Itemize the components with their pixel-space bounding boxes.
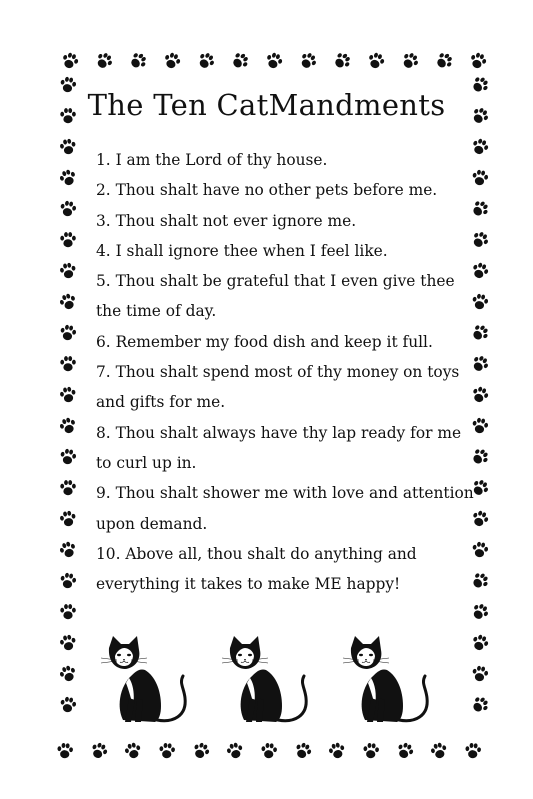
commandment-line: 2. Thou shalt have no other pets before me. <box>96 181 438 200</box>
paw-print-icon <box>58 261 78 281</box>
paw-print-icon <box>94 51 114 71</box>
paw-print-icon <box>58 385 78 405</box>
paw-print-icon <box>58 137 78 157</box>
paw-print-icon <box>58 354 78 374</box>
paw-print-icon <box>191 741 211 761</box>
paw-print-icon <box>58 633 78 653</box>
paw-print-icon <box>58 292 78 312</box>
paw-print-icon <box>463 741 483 761</box>
paw-print-icon <box>332 51 352 71</box>
paw-print-icon <box>366 51 386 71</box>
commandment-line: 9. Thou shalt shower me with love and attention <box>96 484 474 503</box>
sitting-cat-icon <box>216 628 326 728</box>
paw-print-icon <box>470 664 490 684</box>
paw-print-icon <box>58 695 78 715</box>
commandment-line: 4. I shall ignore thee when I feel like. <box>96 241 388 260</box>
paw-print-icon <box>162 51 182 71</box>
paw-print-icon <box>89 741 109 761</box>
paw-print-icon <box>293 741 313 761</box>
commandment-line: 5. Thou shalt be grateful that I even give thee <box>96 272 455 291</box>
paw-print-icon <box>58 168 78 188</box>
paw-print-icon <box>470 695 490 715</box>
paw-print-icon <box>58 509 78 529</box>
commandment-line: 3. Thou shalt not ever ignore me. <box>96 211 357 230</box>
paw-print-icon <box>58 478 78 498</box>
paw-print-icon <box>264 51 284 71</box>
paw-print-icon <box>434 51 454 71</box>
paw-print-icon <box>58 664 78 684</box>
paw-print-icon <box>58 416 78 436</box>
commandment-line: the time of day. <box>96 302 217 321</box>
paw-print-icon <box>230 51 250 71</box>
sitting-cat-icon <box>95 628 205 728</box>
commandment-line: 1. I am the Lord of thy house. <box>96 151 328 169</box>
commandment-line: everything it takes to make ME happy! <box>96 575 401 594</box>
commandment-line: 8. Thou shalt always have thy lap ready for me <box>96 423 462 442</box>
paw-print-icon <box>429 741 449 761</box>
paw-print-icon <box>470 602 490 622</box>
paw-print-icon <box>157 741 177 761</box>
cats-row <box>95 628 435 728</box>
commandment-line: 10. Above all, thou shalt do anything and <box>96 544 417 563</box>
paw-print-icon <box>468 51 488 71</box>
commandments-list <box>96 145 486 599</box>
commandment-line: 6. Remember my food dish and keep it full. <box>96 332 433 351</box>
paw-print-icon <box>298 51 318 71</box>
paw-print-icon <box>225 741 245 761</box>
paw-print-icon <box>470 633 490 653</box>
paw-print-icon <box>58 323 78 343</box>
paw-print-icon <box>196 51 216 71</box>
paw-print-icon <box>400 51 420 71</box>
page-title: The Ten CatMandments <box>87 88 446 122</box>
paw-print-icon <box>58 540 78 560</box>
paw-print-icon <box>55 741 75 761</box>
paw-print-icon <box>395 741 415 761</box>
paw-print-icon <box>123 741 143 761</box>
paw-print-icon <box>58 199 78 219</box>
commandment-line: 7. Thou shalt spend most of thy money on toys <box>96 363 460 382</box>
paw-print-icon <box>58 602 78 622</box>
paw-print-icon <box>128 51 148 71</box>
paw-print-icon <box>259 741 279 761</box>
sitting-cat-icon <box>337 628 447 728</box>
paw-print-icon <box>361 741 381 761</box>
paw-print-icon <box>327 741 347 761</box>
paw-print-icon <box>58 230 78 250</box>
paw-print-icon <box>58 447 78 467</box>
commandment-line: to curl up in. <box>96 453 197 472</box>
paw-print-icon <box>60 51 80 71</box>
paw-print-icon <box>58 571 78 591</box>
commandment-line: and gifts for me. <box>96 393 226 412</box>
commandment-line: upon demand. <box>96 514 208 533</box>
